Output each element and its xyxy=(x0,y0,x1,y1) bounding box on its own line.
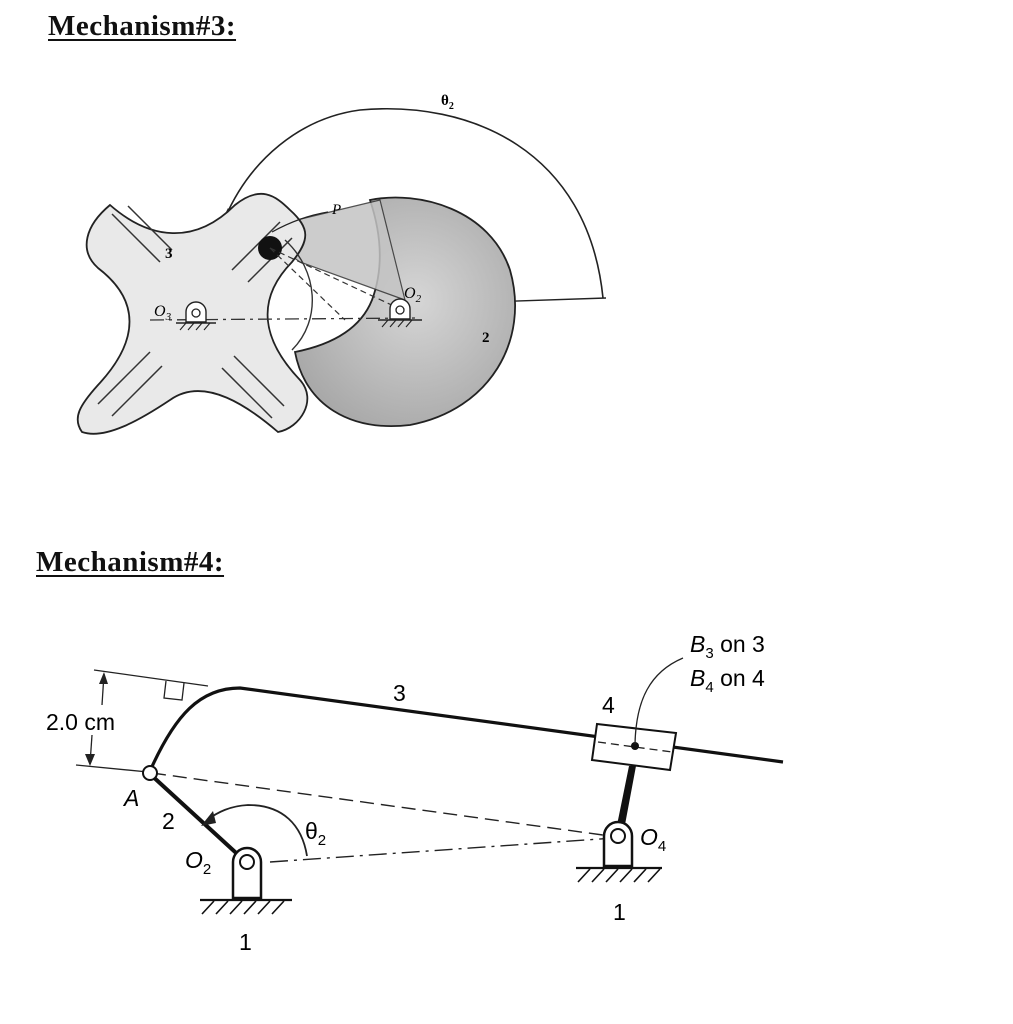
ground-label-right: 1 xyxy=(613,899,626,925)
o2-label-m4: $O_2$ xyxy=(185,847,212,878)
pivot-o2-ground xyxy=(200,848,292,914)
o3-label: $O_3$ xyxy=(154,303,172,323)
dimension-top-line xyxy=(94,670,208,686)
dimension-arrowhead-down xyxy=(85,754,95,766)
link3-label: 3 xyxy=(165,246,173,262)
line-a-o4 xyxy=(152,773,610,836)
theta2-label-m4: $\theta_2$ xyxy=(305,818,327,849)
slider-block xyxy=(592,724,676,770)
o4-label: $O_4$ xyxy=(640,824,667,855)
theta2-arrowhead-m4 xyxy=(201,811,216,826)
geneva-mechanism xyxy=(78,93,606,434)
link2-label-m4: 2 xyxy=(162,808,175,834)
joint-a xyxy=(143,766,157,780)
right-angle-mark xyxy=(164,681,184,700)
theta2-arc-m4 xyxy=(207,805,307,856)
dimension-label: 2.0 cm xyxy=(46,709,116,735)
mechanism3-title: Mechanism#3: xyxy=(48,10,237,42)
b3-label: $B_3$ on 3 xyxy=(690,631,765,662)
b4-label: $B_4$ on 4 xyxy=(690,665,765,696)
ground-label-left: 1 xyxy=(239,929,252,955)
pin-label: P xyxy=(332,202,342,218)
dimension-arrowhead-up xyxy=(99,672,108,684)
dimension-bottom-line xyxy=(76,765,148,772)
link4-label: 4 xyxy=(602,692,615,718)
o2-label: $O_2$ xyxy=(404,285,422,305)
link4-rod xyxy=(616,766,636,830)
link3-label-m4: 3 xyxy=(393,680,406,706)
link3-body xyxy=(150,688,783,771)
theta2-label: $\theta_2$ xyxy=(441,93,454,112)
mechanism4-title: Mechanism#4: xyxy=(36,546,225,578)
link2-label: 2 xyxy=(482,330,490,346)
a-label: A xyxy=(124,785,140,811)
slider-crank-mechanism xyxy=(46,631,783,955)
